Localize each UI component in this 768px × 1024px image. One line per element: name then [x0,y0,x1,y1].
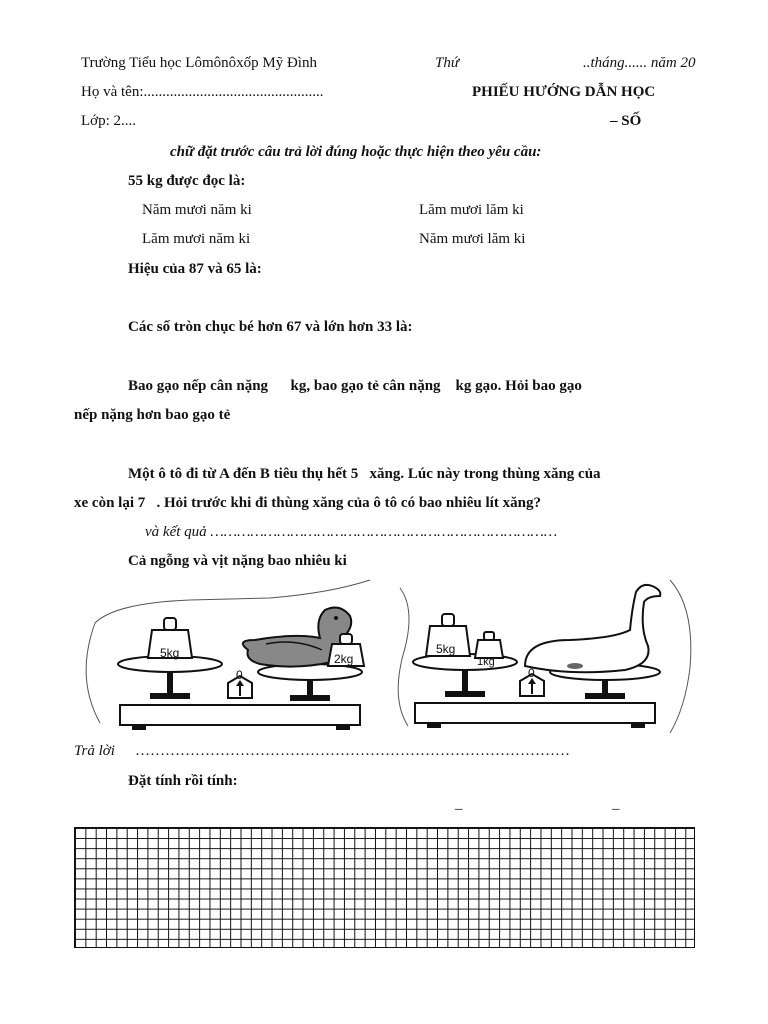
q4-line1: Bao gạo nếp cân nặng kg, bao gạo tẻ cân nặng kg gạo. Hỏi bao gạo [128,378,582,394]
q1-option-c[interactable]: Lăm mươi năm ki [142,231,251,247]
instruction-text: chữ đặt trước câu trả lời đúng hoặc thực hiện theo yêu cầu: [170,144,542,160]
scale-right-weight-1kg: 1kg [477,656,495,668]
q3-text: Các số tròn chục bé hơn 67 và lớn hơn 33 là: [128,319,413,335]
scale-left-dial-zero: 0 [236,668,243,682]
q1-option-b[interactable]: Lăm mươi lăm ki [419,202,524,218]
q6-answer-line[interactable]: …………………………………………………………………………… [135,743,570,759]
q7-minus-1: – [455,801,463,817]
q2-text: Hiệu của 87 và 65 là: [128,261,262,277]
q1-option-d[interactable]: Năm mươi lăm ki [419,231,526,247]
sheet-title: PHIẾU HƯỚNG DẪN HỌC [472,84,656,100]
scale-right-weight-5kg: 5kg [436,642,456,656]
q7-text: Đặt tính rồi tính: [128,773,238,789]
q5-line2: xe còn lại 7 . Hỏi trước khi đi thùng xăng của ô tô có bao nhiêu lít xăng? [74,495,541,511]
q1-text: 55 kg được đọc là: [128,173,246,189]
q5-line1: Một ô tô đi từ A đến B tiêu thụ hết 5 xăng. Lúc này trong thùng xăng của [128,466,601,482]
scale-right-dial-zero: 0 [528,666,535,680]
name-field-label: Họ và tên:................................................ [81,84,324,100]
date-label: ..tháng...... năm 20 [583,55,696,71]
class-label: Lớp: 2.... [81,113,137,129]
q4-line2: nếp nặng hơn bao gạo tẻ [74,407,231,423]
q7-minus-2: – [612,801,620,817]
school-name: Trường Tiểu học Lômônôxốp Mỹ Đình [81,55,317,71]
calculation-grid[interactable] [74,827,695,948]
scale-left-weight-5kg: 5kg [160,646,180,660]
subject-label: – SỐ [610,113,642,129]
q6-answer-label: Trả lời [74,743,115,759]
q5-answer-line[interactable]: và kết quả …………………………………………………………………… [145,524,558,540]
scale-left-weight-2kg: 2kg [334,652,354,666]
q1-option-a[interactable]: Năm mươi năm ki [142,202,252,218]
q6-text: Cả ngỗng và vịt nặng bao nhiêu ki [128,553,347,569]
day-label: Thứ [435,55,460,71]
